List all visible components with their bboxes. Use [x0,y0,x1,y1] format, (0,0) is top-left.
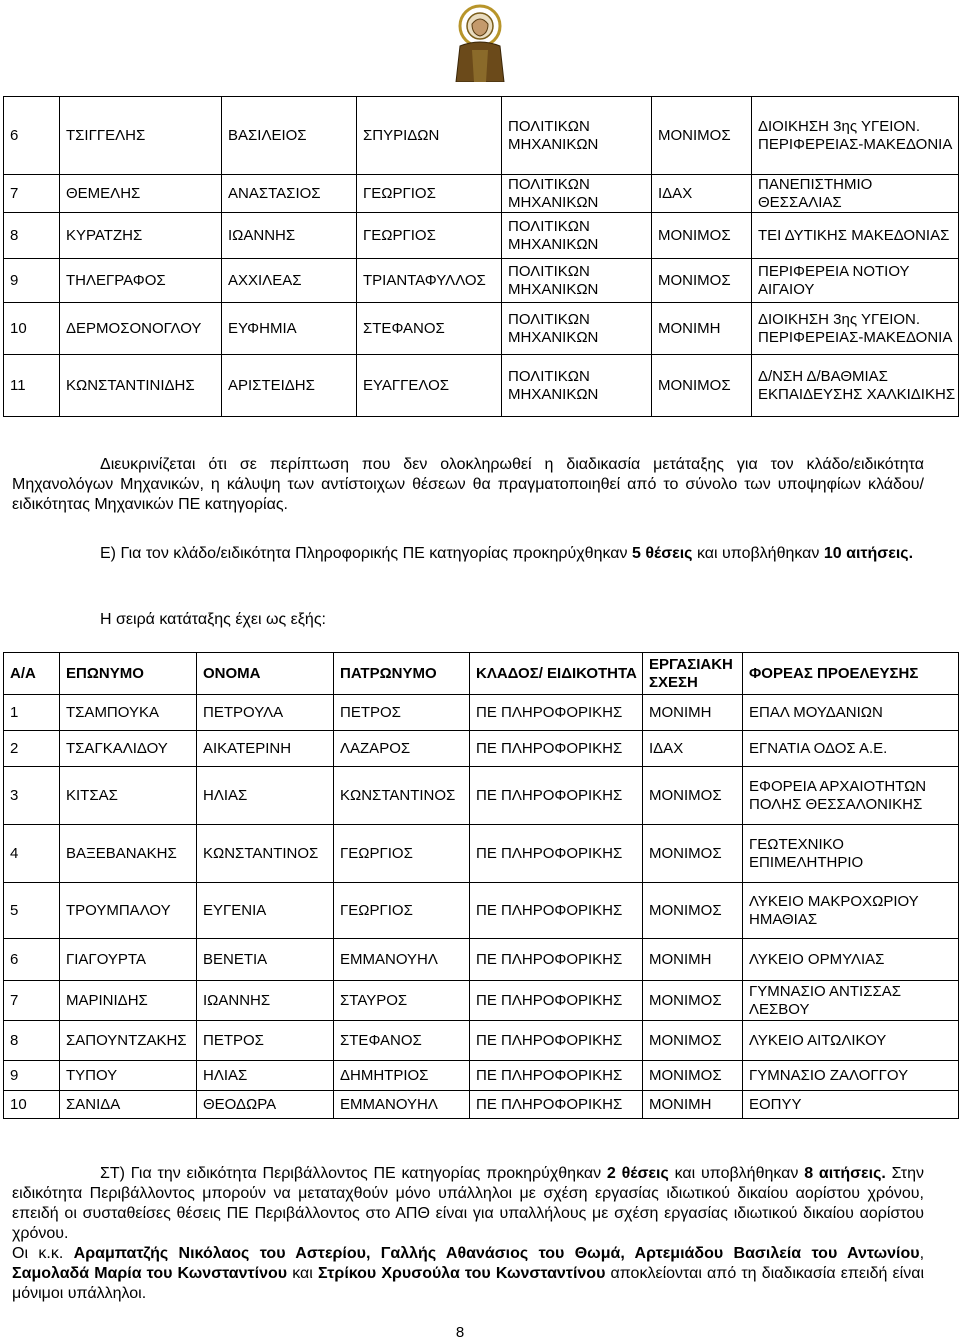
section-e-paragraph [12,544,924,564]
header-origin: ΦΟΡΕΑΣ ΠΡΟΕΛΕΥΣΗΣ [743,653,959,695]
cell-no: 1 [4,695,60,731]
cell-surname: ΚΥΡΑΤΖΗΣ [60,213,222,259]
cell-origin: ΠΑΝΕΠΙΣΤΗΜΙΟ ΘΕΣΣΑΛΙΑΣ [752,175,959,213]
cell-father: ΓΕΩΡΓΙΟΣ [334,825,470,883]
cell-no: 6 [4,97,60,175]
header-relation: ΕΡΓΑΣΙΑΚΗ ΣΧΕΣΗ [643,653,743,695]
cell-branch: ΠΟΛΙΤΙΚΩΝ ΜΗΧΑΝΙΚΩΝ [502,97,652,175]
section-st-sep1: , [919,1245,925,1262]
table-row [4,303,959,355]
cell-surname: ΤΡΟΥΜΠΑΛΟΥ [60,883,197,939]
clarification-text: Διευκρινίζεται ότι σε περίπτωση που δεν ολοκληρωθεί η διαδικασία μετάταξης για τον κλάδο/ειδικότητα Μηχανολόγων Μηχανικών, η κάλυψη των αντίστοιχων θέσεων θα πραγματοποιηθεί από το σύνολο των υποψηφίων κλάδου/ειδικότητας Μηχανικών ΠΕ κατηγορίας. [12,456,924,513]
cell-father: ΓΕΩΡΓΙΟΣ [334,883,470,939]
cell-origin: ΛΥΚΕΙΟ ΑΙΤΩΛΙΚΟΥ [743,1021,959,1061]
civil-engineers-ranking-table [3,96,959,417]
university-logo [448,2,512,82]
cell-branch: ΠΟΛΙΤΙΚΩΝ ΜΗΧΑΝΙΚΩΝ [502,213,652,259]
cell-name: ΗΛΙΑΣ [197,1061,334,1091]
cell-no: 10 [4,1091,60,1119]
cell-branch: ΠΟΛΙΤΙΚΩΝ ΜΗΧΑΝΙΚΩΝ [502,355,652,417]
cell-name: ΒΑΣΙΛΕΙΟΣ [222,97,357,175]
table-row [4,355,959,417]
cell-branch: ΠΕ ΠΛΗΡΟΦΟΡΙΚΗΣ [470,883,643,939]
cell-father: ΠΕΤΡΟΣ [334,695,470,731]
cell-no: 10 [4,303,60,355]
section-st-kk: Οι κ.κ. [12,1245,74,1262]
section-st-sep2: και [287,1265,318,1282]
cell-father: ΔΗΜΗΤΡΙΟΣ [334,1061,470,1091]
cell-branch: ΠΕ ΠΛΗΡΟΦΟΡΙΚΗΣ [470,981,643,1021]
cell-relation: ΜΟΝΙΜΟΣ [643,825,743,883]
section-st-text-b: και υποβλήθηκαν [668,1165,805,1182]
header-surname: ΕΠΩΝΥΜΟ [60,653,197,695]
cell-origin: ΕΟΠΥΥ [743,1091,959,1119]
section-st-applications: 8 αιτήσεις. [804,1165,886,1182]
cell-origin: ΓΕΩΤΕΧΝΙΚΟ ΕΠΙΜΕΛΗΤΗΡΙΟ [743,825,959,883]
cell-no: 4 [4,825,60,883]
cell-father: ΚΩΝΣΤΑΝΤΙΝΟΣ [334,767,470,825]
cell-branch: ΠΕ ΠΛΗΡΟΦΟΡΙΚΗΣ [470,1091,643,1119]
cell-relation: ΜΟΝΙΜΟΣ [643,981,743,1021]
cell-relation: ΜΟΝΙΜΗ [643,695,743,731]
cell-father: ΣΤΕΦΑΝΟΣ [334,1021,470,1061]
cell-name: ΘΕΟΔΩΡΑ [197,1091,334,1119]
cell-no: 8 [4,213,60,259]
cell-branch: ΠΟΛΙΤΙΚΩΝ ΜΗΧΑΝΙΚΩΝ [502,175,652,213]
cell-no: 6 [4,939,60,981]
cell-origin: ΛΥΚΕΙΟ ΟΡΜΥΛΙΑΣ [743,939,959,981]
cell-no: 8 [4,1021,60,1061]
header-name: ΟΝΟΜΑ [197,653,334,695]
cell-origin: ΔΙΟΙΚΗΣΗ 3ης ΥΓΕΙΟΝ. ΠΕΡΙΦΕΡΕΙΑΣ-ΜΑΚΕΔΟΝΙΑ [752,97,959,175]
cell-origin: ΕΓΝΑΤΙΑ ΟΔΟΣ Α.Ε. [743,731,959,767]
header-no: Α/Α [4,653,60,695]
cell-name: ΑΧΧΙΛΕΑΣ [222,259,357,303]
cell-father: ΛΑΖΑΡΟΣ [334,731,470,767]
cell-relation: ΜΟΝΙΜΟΣ [643,883,743,939]
cell-no: 9 [4,259,60,303]
cell-name: ΠΕΤΡΟΥΛΑ [197,695,334,731]
cell-surname: ΣΑΝΙΔΑ [60,1091,197,1119]
cell-no: 2 [4,731,60,767]
cell-relation: ΜΟΝΙΜΟΣ [643,1061,743,1091]
cell-name: ΕΥΓΕΝΙΑ [197,883,334,939]
cell-father: ΓΕΩΡΓΙΟΣ [357,175,502,213]
cell-relation: ΙΔΑΧ [643,731,743,767]
cell-name: ΠΕΤΡΟΣ [197,1021,334,1061]
section-e-positions: 5 θέσεις [631,545,693,562]
section-e-text-b: και υποβλήθηκαν [692,545,824,562]
cell-no: 11 [4,355,60,417]
cell-no: 3 [4,767,60,825]
cell-name: ΚΩΝΣΤΑΝΤΙΝΟΣ [197,825,334,883]
order-intro: Η σειρά κατάταξης έχει ως εξής: [100,611,326,628]
table-row [4,1061,959,1091]
cell-surname: ΤΥΠΟΥ [60,1061,197,1091]
cell-relation: ΜΟΝΙΜΟΣ [652,259,752,303]
cell-father: ΕΜΜΑΝΟΥΗΛ [334,939,470,981]
clarification-paragraph [12,455,924,515]
cell-no: 5 [4,883,60,939]
cell-name: ΒΕΝΕΤΙΑ [197,939,334,981]
cell-origin: ΠΕΡΙΦΕΡΕΙΑ ΝΟΤΙΟΥ ΑΙΓΑΙΟΥ [752,259,959,303]
section-st-persons-a: Αραμπατζής Νικόλαος του Αστερίου, Γαλλής Αθανάσιος του Θωμά, Αρτεμιάδου Βασιλεία του Αντωνίου [73,1245,920,1262]
cell-name: ΕΥΦΗΜΙΑ [222,303,357,355]
table-row [4,97,959,175]
table-row [4,1021,959,1061]
cell-relation: ΜΟΝΙΜΟΣ [652,355,752,417]
cell-branch: ΠΕ ΠΛΗΡΟΦΟΡΙΚΗΣ [470,939,643,981]
cell-name: ΑΝΑΣΤΑΣΙΟΣ [222,175,357,213]
table-row [4,883,959,939]
section-st-positions: 2 θέσεις [606,1165,669,1182]
cell-father: ΕΜΜΑΝΟΥΗΛ [334,1091,470,1119]
cell-surname: ΘΕΜΕΛΗΣ [60,175,222,213]
table-row [4,731,959,767]
cell-origin: ΓΥΜΝΑΣΙΟ ΑΝΤΙΣΣΑΣ ΛΕΣΒΟΥ [743,981,959,1021]
table-row [4,175,959,213]
cell-branch: ΠΕ ΠΛΗΡΟΦΟΡΙΚΗΣ [470,825,643,883]
cell-surname: ΔΕΡΜΟΣΟΝΟΓΛΟΥ [60,303,222,355]
cell-origin: ΕΠΑΛ ΜΟΥΔΑΝΙΩΝ [743,695,959,731]
table-row [4,695,959,731]
cell-origin: ΔΙΟΙΚΗΣΗ 3ης ΥΓΕΙΟΝ. ΠΕΡΙΦΕΡΕΙΑΣ-ΜΑΚΕΔΟΝΙΑ [752,303,959,355]
cell-relation: ΜΟΝΙΜΗ [643,1091,743,1119]
cell-surname: ΒΑΞΕΒΑΝΑΚΗΣ [60,825,197,883]
cell-relation: ΜΟΝΙΜΟΣ [643,767,743,825]
cell-relation: ΜΟΝΙΜΟΣ [652,213,752,259]
cell-branch: ΠΕ ΠΛΗΡΟΦΟΡΙΚΗΣ [470,1061,643,1091]
cell-surname: ΚΙΤΣΑΣ [60,767,197,825]
header-father: ΠΑΤΡΩΝΥΜΟ [334,653,470,695]
table-row [4,259,959,303]
section-e-applications: 10 αιτήσεις. [823,545,914,562]
cell-branch: ΠΕ ΠΛΗΡΟΦΟΡΙΚΗΣ [470,767,643,825]
table-header-row [4,653,959,695]
table-row [4,939,959,981]
cell-name: ΑΙΚΑΤΕΡΙΝΗ [197,731,334,767]
cell-relation: ΜΟΝΙΜΟΣ [652,97,752,175]
section-st-ending: αποκλείονται από τη διαδικασία επειδή είναι μόνιμοι υπάλληλοι. [12,1265,924,1302]
cell-surname: ΤΗΛΕΓΡΑΦΟΣ [60,259,222,303]
cell-surname: ΣΑΠΟΥΝΤΖΑΚΗΣ [60,1021,197,1061]
header-branch: ΚΛΑΔΟΣ/ ΕΙΔΙΚΟΤΗΤΑ [470,653,643,695]
cell-branch: ΠΟΛΙΤΙΚΩΝ ΜΗΧΑΝΙΚΩΝ [502,303,652,355]
cell-father: ΕΥΑΓΓΕΛΟΣ [357,355,502,417]
cell-branch: ΠΕ ΠΛΗΡΟΦΟΡΙΚΗΣ [470,731,643,767]
cell-father: ΤΡΙΑΝΤΑΦΥΛΛΟΣ [357,259,502,303]
cell-father: ΓΕΩΡΓΙΟΣ [357,213,502,259]
cell-father: ΣΠΥΡΙΔΩΝ [357,97,502,175]
cell-no: 9 [4,1061,60,1091]
cell-surname: ΤΣΙΓΓΕΛΗΣ [60,97,222,175]
cell-surname: ΓΙΑΓΟΥΡΤΑ [60,939,197,981]
table-row [4,825,959,883]
cell-relation: ΜΟΝΙΜΟΣ [643,1021,743,1061]
cell-surname: ΚΩΝΣΤΑΝΤΙΝΙΔΗΣ [60,355,222,417]
cell-surname: ΜΑΡΙΝΙΔΗΣ [60,981,197,1021]
cell-origin: ΓΥΜΝΑΣΙΟ ΖΑΛΟΓΓΟΥ [743,1061,959,1091]
cell-surname: ΤΣΑΜΠΟΥΚΑ [60,695,197,731]
table-row [4,767,959,825]
cell-branch: ΠΕ ΠΛΗΡΟΦΟΡΙΚΗΣ [470,695,643,731]
cell-name: ΑΡΙΣΤΕΙΔΗΣ [222,355,357,417]
section-st-persons-c: Στρίκου Χρυσούλα του Κωνσταντίνου [317,1265,606,1282]
cell-no: 7 [4,981,60,1021]
section-st-persons-b: Σαμολαδά Μαρία του Κωνσταντίνου [12,1265,288,1282]
cell-relation: ΜΟΝΙΜΗ [652,303,752,355]
cell-relation: ΜΟΝΙΜΗ [643,939,743,981]
table-row [4,981,959,1021]
cell-surname: ΤΣΑΓΚΑΛΙΔΟΥ [60,731,197,767]
informatics-ranking-table [3,652,959,1119]
table-row [4,1091,959,1119]
section-e-text-a: Ε) Για τον κλάδο/ειδικότητα Πληροφορικής ΠΕ κατηγορίας προκηρύχθηκαν [100,545,632,562]
cell-origin: ΕΦΟΡΕΙΑ ΑΡΧΑΙΟΤΗΤΩΝ ΠΟΛΗΣ ΘΕΣΣΑΛΟΝΙΚΗΣ [743,767,959,825]
cell-father: ΣΤΑΥΡΟΣ [334,981,470,1021]
section-st-text-c: Στην ειδικότητα Περιβάλλοντος μπορούν να μεταταχθούν μόνο υπάλληλοι με σχέση εργασίας ιδιωτικού δικαίου αορίστου χρόνου, επειδή οι συσταθείσες θέσεις ΠΕ Περιβάλλοντος στο ΑΠΘ είναι για υπαλλήλους με σχέση εργασίας ιδιωτικού δικαίου αορίστου χρόνου. [12,1165,924,1242]
cell-name: ΙΩΑΝΝΗΣ [197,981,334,1021]
cell-origin: Δ/ΝΣΗ Δ/ΒΑΘΜΙΑΣ ΕΚΠΑΙΔΕΥΣΗΣ ΧΑΛΚΙΔΙΚΗΣ [752,355,959,417]
cell-relation: ΙΔΑΧ [652,175,752,213]
section-st-text-a: ΣΤ) Για την ειδικότητα Περιβάλλοντος ΠΕ κατηγορίας προκηρύχθηκαν [100,1165,607,1182]
cell-origin: ΛΥΚΕΙΟ ΜΑΚΡΟΧΩΡΙΟΥ ΗΜΑΘΙΑΣ [743,883,959,939]
cell-branch: ΠΕ ΠΛΗΡΟΦΟΡΙΚΗΣ [470,1021,643,1061]
table-row [4,213,959,259]
cell-origin: ΤΕΙ ΔΥΤΙΚΗΣ ΜΑΚΕΔΟΝΙΑΣ [752,213,959,259]
section-st-paragraph [12,1164,924,1304]
cell-no: 7 [4,175,60,213]
cell-father: ΣΤΕΦΑΝΟΣ [357,303,502,355]
cell-branch: ΠΟΛΙΤΙΚΩΝ ΜΗΧΑΝΙΚΩΝ [502,259,652,303]
page-number: 8 [455,1324,465,1341]
cell-name: ΗΛΙΑΣ [197,767,334,825]
cell-name: ΙΩΑΝΝΗΣ [222,213,357,259]
